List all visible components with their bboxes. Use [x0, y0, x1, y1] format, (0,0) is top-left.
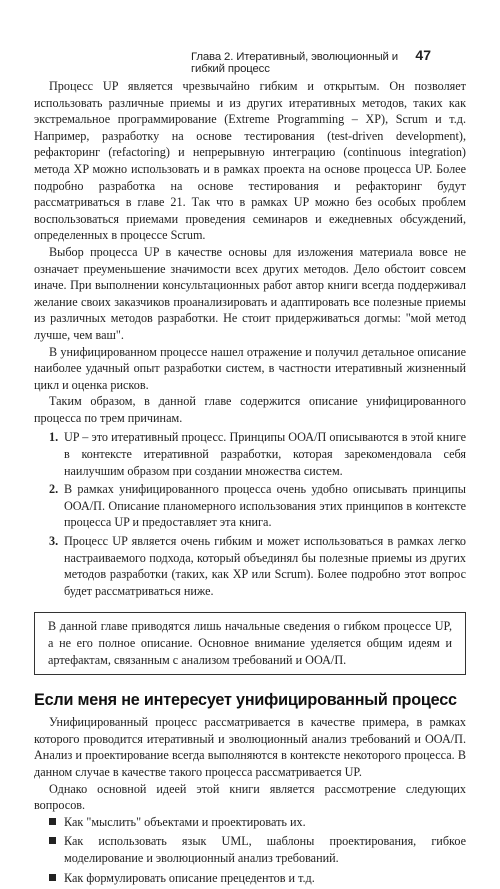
paragraph-method-choice: Выбор процесса UP в качестве основы для изложения материала вовсе не означает преуменьшение значимости всех других методов. Дело обстоит совсем иначе. При выполнении консультационных работ автор книги всегда поддерживал желание своих заказчиков проанализировать и адаптировать все полезные приемы из различных методов разработки. Не стоит придерживаться догмы: "мой метод лучше, чем ваш". — [34, 244, 466, 342]
list-item-text: UP – это итеративный процесс. Принципы ООА/П описываются в этой книге в контексте итеративной разработки, которая зарекомендовала себя наилучшим образом при создании множества систем. — [64, 430, 466, 478]
square-bullet-icon — [49, 837, 56, 844]
list-item-text: Как формулировать описание прецедентов и т.д. — [64, 870, 315, 885]
square-bullet-icon — [49, 874, 56, 881]
paragraph-best-practices: В унифицированном процессе нашел отражение и получил детальное описание наиболее удачный опыт разработки систем, в частности итеративный жизненный цикл и оценка рисков. — [34, 344, 466, 392]
list-item — [34, 814, 466, 831]
list-number: 2. — [49, 482, 59, 497]
topics-list — [34, 814, 466, 886]
list-item-text: Процесс UP является очень гибким и может использоваться в рамках легко настраиваемого подхода, который объединял бы полезные приемы из других методов разработки (таких, как XP или Scrum). Более подробно этот вопрос будет рассматриваться ниже. — [64, 534, 466, 598]
note-box: В данной главе приводятся лишь начальные сведения о гибком процессе UP, а не его полное описание. Основное внимание уделяется общим идеям и артефактам, связанным с анализом требований и ООА/П. — [34, 612, 466, 675]
list-item-text: Как использовать язык UML, шаблоны проектирования, гибкое моделирование и эволюционный анализ требований. — [64, 834, 466, 865]
paragraph-up-example: Унифицированный процесс рассматривается в качестве примера, в рамках которого проводится итеративный и эволюционный анализ требований и ООА/П. Анализ и проектирование всегда выполняются в контексте некоторого процесса. В данном случае в качестве такого процесса рассматривается UP. — [34, 715, 466, 779]
section-heading: Если меня не интересует унифицированный процесс — [34, 691, 457, 710]
paragraph-up-flexibility: Процесс UP является чрезвычайно гибким и открытым. Он позволяет использовать различные приемы и из других итеративных методов, таких как экстремальное программирование (Extreme Programming – XP), Scrum и т.д. Например, разработку на основе тестирования (test-driven development), рефакторинг (refactoring) и непрерывную интеграцию (continuous integration) метода XP можно использовать и в рамках проекта на основе процесса UP. Более подробно разработка на основе тестирования и рефакторинг будут рассматриваться в главе 21. Так что в рамках UP можно без особых проблем воспользоваться приемами проведения семинаров и ежедневных обсуждений, определенных в процессе Scrum. — [34, 79, 466, 243]
square-bullet-icon — [49, 818, 56, 825]
chapter-title: Глава 2. Итеративный, эволюционный и гибкий процесс — [191, 51, 398, 75]
running-header — [191, 47, 431, 75]
list-item — [34, 533, 466, 599]
list-item — [34, 429, 466, 479]
page-number: 47 — [415, 47, 431, 63]
list-number: 1. — [49, 430, 59, 445]
list-item-text: Как "мыслить" объектами и проектировать их. — [64, 814, 306, 829]
page-body — [34, 78, 466, 889]
list-item — [34, 833, 466, 866]
list-item-text: В рамках унифицированного процесса очень удобно описывать принципы ООА/П. Описание планомерного использования этих принципов в контексте процесса UP и предоставляет эта книга. — [64, 482, 466, 530]
paragraph-three-reasons: Таким образом, в данной главе содержится описание унифицированного процесса по трем причинам. — [34, 394, 466, 425]
list-item — [34, 870, 466, 887]
list-number: 3. — [49, 534, 59, 549]
paragraph-main-idea: Однако основной идеей этой книги является рассмотрение следующих вопросов. — [34, 781, 466, 813]
reasons-list — [34, 429, 466, 599]
list-item — [34, 481, 466, 531]
